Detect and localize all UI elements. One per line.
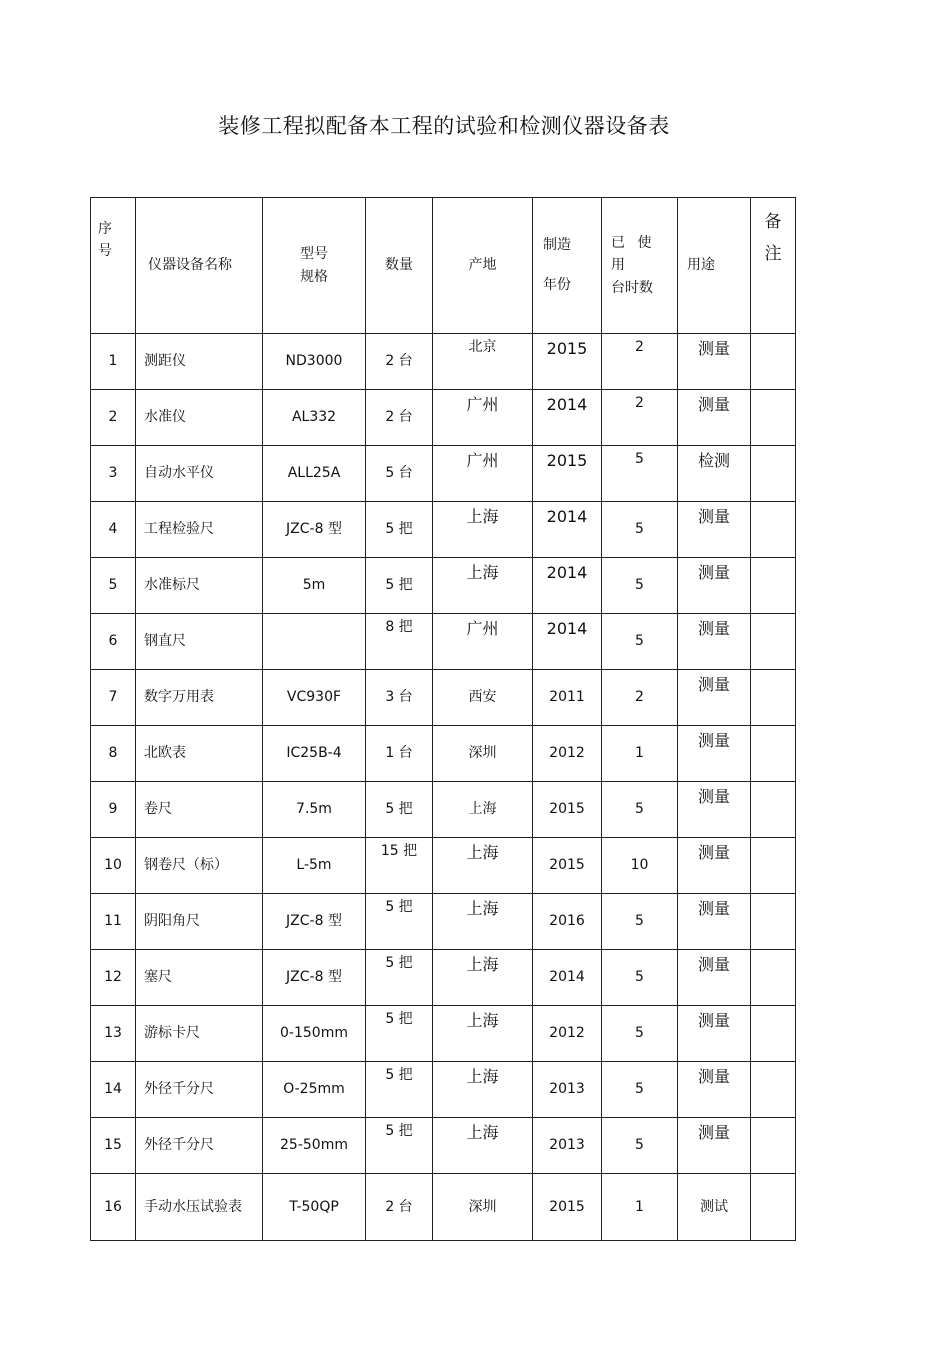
cell-qty: 2 台 xyxy=(366,1174,433,1241)
cell-remark xyxy=(751,1118,796,1174)
cell-hours: 5 xyxy=(602,1062,678,1118)
cell-origin: 上海 xyxy=(433,950,533,1006)
cell-remark xyxy=(751,726,796,782)
cell-use: 测量 xyxy=(678,726,751,782)
cell-qty: 5 把 xyxy=(366,950,433,1006)
cell-model: IC25B-4 xyxy=(263,726,366,782)
header-row xyxy=(91,198,796,334)
cell-seq: 14 xyxy=(91,1062,136,1118)
table-row xyxy=(91,894,796,950)
cell-name: 外径千分尺 xyxy=(136,1118,263,1174)
cell-model: JZC-8 型 xyxy=(263,950,366,1006)
cell-year: 2015 xyxy=(533,446,602,502)
cell-remark xyxy=(751,950,796,1006)
cell-origin: 上海 xyxy=(433,558,533,614)
header-name: 仪器设备名称 xyxy=(136,198,263,334)
cell-model: ALL25A xyxy=(263,446,366,502)
cell-qty: 5 把 xyxy=(366,558,433,614)
cell-use: 测量 xyxy=(678,334,751,390)
header-origin: 产地 xyxy=(433,198,533,334)
cell-model: 25-50mm xyxy=(263,1118,366,1174)
cell-use: 测量 xyxy=(678,1006,751,1062)
cell-model: L-5m xyxy=(263,838,366,894)
cell-name: 外径千分尺 xyxy=(136,1062,263,1118)
cell-name: 工程检验尺 xyxy=(136,502,263,558)
cell-origin: 深圳 xyxy=(433,726,533,782)
cell-hours: 5 xyxy=(602,446,678,502)
cell-seq: 7 xyxy=(91,670,136,726)
cell-model: ND3000 xyxy=(263,334,366,390)
table-row xyxy=(91,614,796,670)
table-row xyxy=(91,1062,796,1118)
cell-origin: 上海 xyxy=(433,838,533,894)
table-row xyxy=(91,838,796,894)
cell-hours: 5 xyxy=(602,614,678,670)
cell-seq: 4 xyxy=(91,502,136,558)
cell-origin: 深圳 xyxy=(433,1174,533,1241)
cell-model: T-50QP xyxy=(263,1174,366,1241)
cell-year: 2015 xyxy=(533,334,602,390)
cell-use: 测量 xyxy=(678,894,751,950)
cell-seq: 1 xyxy=(91,334,136,390)
table-row xyxy=(91,950,796,1006)
cell-use: 测量 xyxy=(678,502,751,558)
cell-year: 2013 xyxy=(533,1062,602,1118)
cell-qty: 5 把 xyxy=(366,1118,433,1174)
cell-year: 2012 xyxy=(533,726,602,782)
cell-origin: 北京 xyxy=(433,334,533,390)
cell-remark xyxy=(751,782,796,838)
cell-hours: 5 xyxy=(602,1006,678,1062)
cell-seq: 15 xyxy=(91,1118,136,1174)
cell-name: 测距仪 xyxy=(136,334,263,390)
cell-year: 2014 xyxy=(533,390,602,446)
table-row xyxy=(91,670,796,726)
cell-seq: 5 xyxy=(91,558,136,614)
cell-model: O-25mm xyxy=(263,1062,366,1118)
cell-remark xyxy=(751,558,796,614)
cell-year: 2014 xyxy=(533,950,602,1006)
cell-use: 测量 xyxy=(678,670,751,726)
cell-origin: 上海 xyxy=(433,1118,533,1174)
table-row xyxy=(91,726,796,782)
cell-year: 2015 xyxy=(533,838,602,894)
cell-use: 测量 xyxy=(678,950,751,1006)
cell-remark xyxy=(751,1062,796,1118)
cell-origin: 上海 xyxy=(433,502,533,558)
cell-qty: 5 把 xyxy=(366,502,433,558)
header-model: 型号 规格 xyxy=(263,198,366,334)
cell-origin: 广州 xyxy=(433,390,533,446)
cell-name: 阴阳角尺 xyxy=(136,894,263,950)
page-title: 装修工程拟配备本工程的试验和检测仪器设备表 xyxy=(218,114,670,138)
cell-seq: 10 xyxy=(91,838,136,894)
cell-seq: 8 xyxy=(91,726,136,782)
cell-name: 水准仪 xyxy=(136,390,263,446)
cell-name: 游标卡尺 xyxy=(136,1006,263,1062)
cell-origin: 上海 xyxy=(433,894,533,950)
cell-model: VC930F xyxy=(263,670,366,726)
table-row xyxy=(91,390,796,446)
cell-year: 2014 xyxy=(533,502,602,558)
cell-year: 2013 xyxy=(533,1118,602,1174)
cell-name: 数字万用表 xyxy=(136,670,263,726)
cell-hours: 2 xyxy=(602,334,678,390)
cell-name: 卷尺 xyxy=(136,782,263,838)
cell-remark xyxy=(751,446,796,502)
cell-use: 测量 xyxy=(678,1062,751,1118)
table-row xyxy=(91,334,796,390)
cell-seq: 2 xyxy=(91,390,136,446)
cell-model: 0-150mm xyxy=(263,1006,366,1062)
cell-use: 测量 xyxy=(678,558,751,614)
cell-name: 手动水压试验表 xyxy=(136,1174,263,1241)
cell-use: 测量 xyxy=(678,838,751,894)
cell-qty: 5 把 xyxy=(366,894,433,950)
cell-hours: 5 xyxy=(602,558,678,614)
cell-qty: 2 台 xyxy=(366,390,433,446)
table-row xyxy=(91,1118,796,1174)
cell-qty: 8 把 xyxy=(366,614,433,670)
cell-remark xyxy=(751,1174,796,1241)
cell-hours: 1 xyxy=(602,1174,678,1241)
cell-remark xyxy=(751,894,796,950)
cell-year: 2015 xyxy=(533,782,602,838)
cell-qty: 15 把 xyxy=(366,838,433,894)
header-use: 用途 xyxy=(678,198,751,334)
cell-name: 自动水平仪 xyxy=(136,446,263,502)
cell-seq: 12 xyxy=(91,950,136,1006)
cell-remark xyxy=(751,1006,796,1062)
header-year: 制造 年份 xyxy=(533,198,602,334)
header-qty: 数量 xyxy=(366,198,433,334)
header-seq: 序 号 xyxy=(91,198,136,334)
cell-remark xyxy=(751,614,796,670)
cell-use: 检测 xyxy=(678,446,751,502)
cell-qty: 5 把 xyxy=(366,782,433,838)
header-hours: 已 使 用 台时数 xyxy=(602,198,678,334)
cell-seq: 6 xyxy=(91,614,136,670)
cell-hours: 2 xyxy=(602,670,678,726)
cell-use: 测量 xyxy=(678,782,751,838)
cell-hours: 5 xyxy=(602,782,678,838)
table-row xyxy=(91,446,796,502)
cell-hours: 5 xyxy=(602,1118,678,1174)
cell-name: 钢卷尺（标） xyxy=(136,838,263,894)
table-row xyxy=(91,782,796,838)
table-row xyxy=(91,502,796,558)
cell-qty: 5 台 xyxy=(366,446,433,502)
cell-hours: 10 xyxy=(602,838,678,894)
cell-hours: 2 xyxy=(602,390,678,446)
cell-remark xyxy=(751,334,796,390)
cell-year: 2016 xyxy=(533,894,602,950)
cell-hours: 5 xyxy=(602,950,678,1006)
cell-hours: 1 xyxy=(602,726,678,782)
cell-model: 7.5m xyxy=(263,782,366,838)
equipment-table xyxy=(90,197,796,1241)
cell-model: 5m xyxy=(263,558,366,614)
cell-origin: 上海 xyxy=(433,1006,533,1062)
cell-origin: 上海 xyxy=(433,782,533,838)
cell-seq: 16 xyxy=(91,1174,136,1241)
table-row xyxy=(91,558,796,614)
cell-year: 2014 xyxy=(533,614,602,670)
cell-use: 测量 xyxy=(678,1118,751,1174)
cell-year: 2014 xyxy=(533,558,602,614)
cell-remark xyxy=(751,838,796,894)
cell-seq: 11 xyxy=(91,894,136,950)
cell-year: 2015 xyxy=(533,1174,602,1241)
cell-qty: 2 台 xyxy=(366,334,433,390)
cell-model: AL332 xyxy=(263,390,366,446)
cell-name: 塞尺 xyxy=(136,950,263,1006)
cell-origin: 上海 xyxy=(433,1062,533,1118)
cell-hours: 5 xyxy=(602,502,678,558)
cell-remark xyxy=(751,670,796,726)
table-row xyxy=(91,1006,796,1062)
cell-origin: 广州 xyxy=(433,614,533,670)
cell-remark xyxy=(751,502,796,558)
cell-use: 测量 xyxy=(678,614,751,670)
cell-name: 钢直尺 xyxy=(136,614,263,670)
cell-qty: 5 把 xyxy=(366,1006,433,1062)
header-remark: 备 注 xyxy=(751,198,796,334)
cell-name: 水准标尺 xyxy=(136,558,263,614)
cell-seq: 13 xyxy=(91,1006,136,1062)
cell-model xyxy=(263,614,366,670)
cell-qty: 3 台 xyxy=(366,670,433,726)
cell-model: JZC-8 型 xyxy=(263,502,366,558)
cell-year: 2011 xyxy=(533,670,602,726)
cell-year: 2012 xyxy=(533,1006,602,1062)
cell-qty: 5 把 xyxy=(366,1062,433,1118)
cell-model: JZC-8 型 xyxy=(263,894,366,950)
cell-remark xyxy=(751,390,796,446)
cell-origin: 广州 xyxy=(433,446,533,502)
cell-origin: 西安 xyxy=(433,670,533,726)
cell-hours: 5 xyxy=(602,894,678,950)
cell-name: 北欧表 xyxy=(136,726,263,782)
cell-use: 测量 xyxy=(678,390,751,446)
cell-qty: 1 台 xyxy=(366,726,433,782)
cell-seq: 3 xyxy=(91,446,136,502)
cell-seq: 9 xyxy=(91,782,136,838)
table-row xyxy=(91,1174,796,1241)
cell-use: 测试 xyxy=(678,1174,751,1241)
